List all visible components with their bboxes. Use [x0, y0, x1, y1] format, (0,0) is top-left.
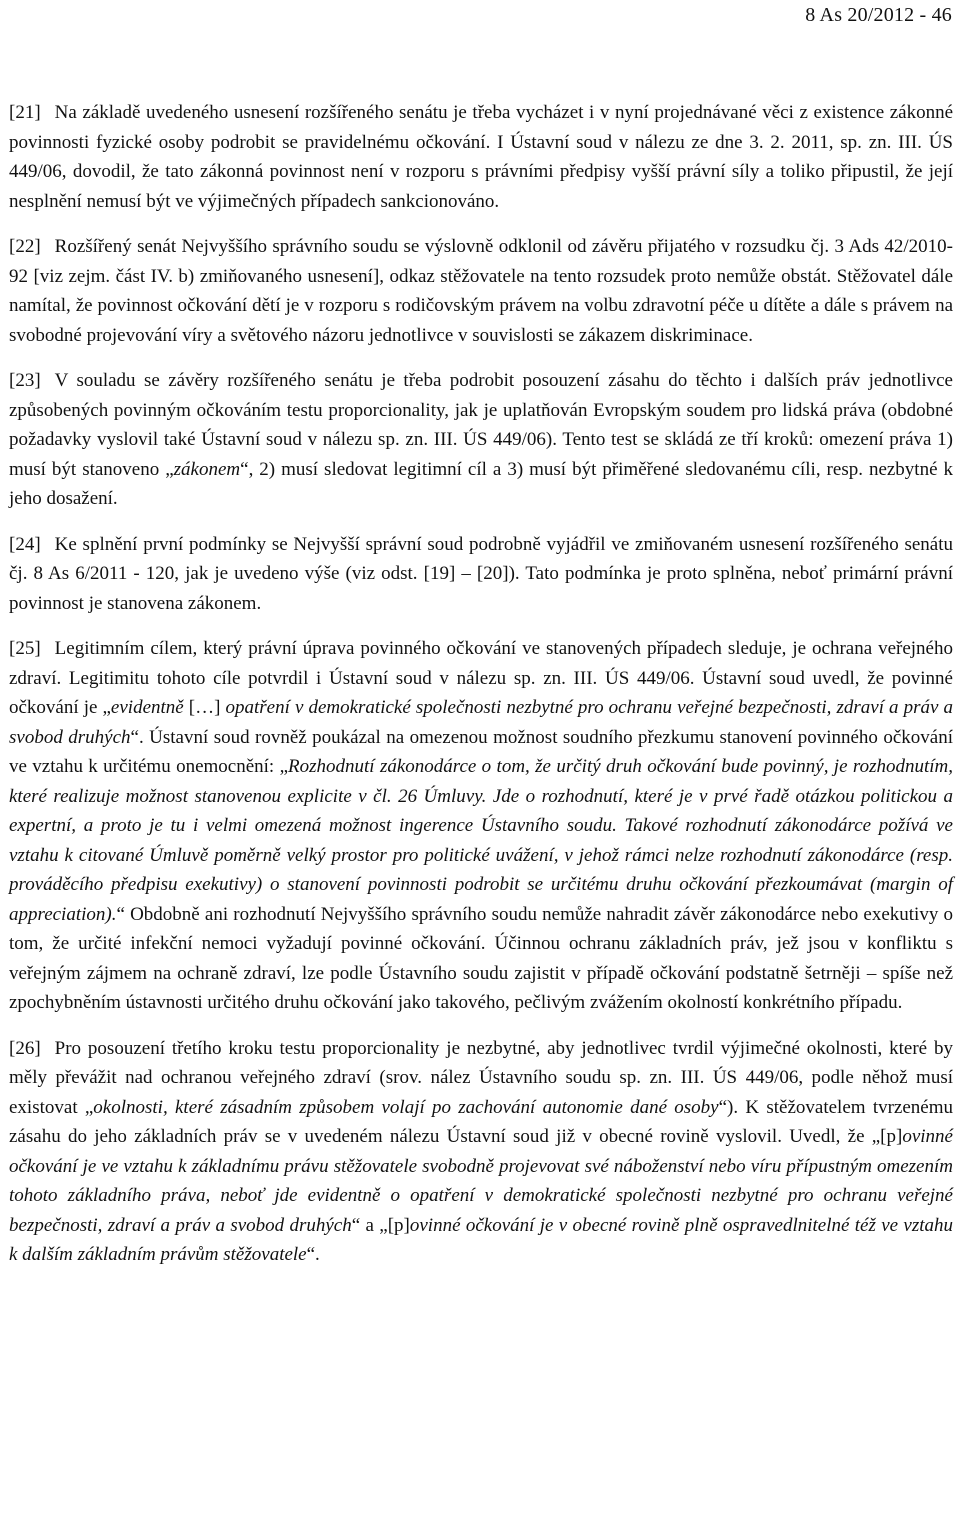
paragraph-text: Na základě uvedeného usnesení rozšířeného senátu je třeba vycházet i v nyní projednávané věci z existence zákonné povinnosti fyzické osoby podrobit se pravidelnému očkování. I Ústavní soud v nálezu ze dne 3. 2. 2011, sp. zn. III. ÚS 449/06, dovodil, že tato zákonná povinnost není v rozporu s právními předpisy vyšší právní síly a toliko připustil, že její nesplnění nemusí být ve výjimečných případech sankcionováno. — [9, 102, 953, 212]
italic-quote: zákonem — [173, 458, 241, 480]
paragraph-text: Ke splnění první podmínky se Nejvyšší správní soud podrobně vyjádřil ve zmiňovaném usnesení rozšířeného senátu čj. 8 As 6/2011 - 120, jak je uvedeno výše (viz odst. [19] – [20]). Tato podmínka je proto splněna, neboť primární právní povinnost je stanovena zákonem. — [9, 533, 953, 614]
paragraph-22 — [9, 232, 953, 350]
paragraph-text: Rozšířený senát Nejvyššího správního soudu se výslovně odklonil od závěru přijatého v rozsudku čj. 3 Ads 42/2010-92 [viz zejm. část IV. b) zmiňovaného usnesení], odkaz stěžovatele na tento rozsudek proto nemůže obstát. Stěžovatel dále namítal, že povinnost očkování dětí je v rozporu s rodičovským právem na volbu zdravotní péče u dítěte a dále s právem na svobodné projevování víry a světového názoru jednotlivce v souvislosti se zákazem diskriminace. — [9, 236, 953, 346]
italic-quote: evidentně — [110, 697, 184, 718]
case-reference: 8 As 20/2012 - 46 — [805, 4, 952, 26]
paragraph-text: V souladu se závěry rozšířeného senátu je třeba podrobit posouzení zásahu do těchto i dalších práv jednotlivce způsobených povinným očkováním testu proporcionality, jak je uplatňován Evropským soudem pro lidská práva (obdobné požadavky vyslovil také Ústavní soud v nálezu sp. zn. III. ÚS 449/06). Tento test se skládá ze tří kroků: omezení práva 1) musí být stanoveno „ — [9, 370, 953, 480]
paragraph-text: “. — [306, 1244, 320, 1265]
paragraph-number: [23] — [9, 370, 41, 391]
paragraph-text: “, 2) musí sledovat legitimní cíl a 3) musí být přiměřené sledovanému cíli, resp. nezbytné k jeho dosažení. — [9, 458, 953, 509]
paragraph-text: “). K stěžovatelem tvrzenému zásahu do jeho základních práv se v uvedeném nálezu Ústavní soud již v obecné rovině vyslovil. Uvedl, že „[p] — [9, 1096, 954, 1147]
italic-quote: ovinné očkování je ve vztahu k základnímu právu stěžovatele svobodně projevovat své náboženství nebo víru přípustným omezením tohoto základního práva, neboť jde evidentně o opatření v demokratické společnosti nezbytné pro ochranu veřejné bezpečnosti, zdraví a práv a svobod druhých — [9, 1126, 953, 1236]
italic-quote: ovinné očkování je v obecné rovině plně ospravedlnitelné též ve vztahu k dalším základním právům stěžovatele — [9, 1214, 953, 1265]
paragraph-text: Legitimním cílem, který právní úprava povinného očkování ve stanovených případech sleduje, je ochrana veřejného zdraví. Legitimitu tohoto cíle potvrdil i Ústavní soud v nálezu sp. zn. III. ÚS 449/06. Ústavní soud uvedl, že povinné očkování je „ — [9, 638, 953, 718]
italic-quote: okolnosti, které zásadním způsobem volají po zachování autonomie dané osoby — [93, 1096, 719, 1118]
paragraph-24 — [9, 530, 953, 619]
paragraph-21 — [9, 98, 953, 216]
paragraph-23 — [9, 366, 953, 514]
paragraph-26 — [9, 1034, 953, 1270]
italic-quote: opatření v demokratické společnosti nezbytné pro ochranu veřejné bezpečnosti, zdraví a práv a svobod druhých — [9, 697, 954, 748]
paragraph-text: “. Ústavní soud rovněž poukázal na omezenou možnost soudního přezkumu stanovení povinného očkování ve vztahu k určitému onemocnění: „ — [9, 726, 953, 777]
paragraph-text: Pro posouzení třetího kroku testu proporcionality je nezbytné, aby jednotlivec tvrdil výjimečné okolnosti, které by měly převážit nad ochranou veřejného zdraví (srov. nález Ústavního soudu sp. zn. III. ÚS 449/06, podle něhož musí existovat „ — [9, 1037, 953, 1118]
paragraph-text: “ a „[p] — [351, 1214, 410, 1236]
paragraph-number: [24] — [9, 533, 41, 555]
paragraph-25 — [9, 634, 953, 1018]
paragraph-number: [21] — [9, 102, 41, 123]
document-body — [9, 98, 953, 1270]
paragraph-number: [25] — [9, 638, 41, 659]
paragraph-text: “ Obdobně ani rozhodnutí Nejvyššího správního soudu nemůže nahradit závěr zákonodárce nebo exekutivy o tom, že určité infekční nemoci vyžadují povinné očkování. Účinnou ochranu základních práv, jež jsou v konfliktu s veřejným zájmem na ochraně zdraví, lze podle Ústavního soudu zajistit v případě očkování podstatně šetrněji – spíše než zpochybněním ústavnosti určitého druhu očkování jako takového, pečlivým zvážením okolností konkrétního případu. — [9, 903, 953, 1013]
italic-quote: Rozhodnutí zákonodárce o tom, že určitý druh očkování bude povinný, je rozhodnutím, které realizuje možnost stanovenou explicite v čl. 26 Úmluvy. Jde o rozhodnutí, které je v prvé řadě otázkou politickou a expertní, a proto je tu i velmi omezená možnost ingerence Ústavního soudu. Takové rozhodnutí zákonodárce požívá ve vztahu k citované Úmluvě poměrně velký prostor pro politické uvážení, v jehož rámci nelze rozhodnutí zákonodárce (resp. prováděcího předpisu exekutivy) o stanovení povinnosti podrobit se určitému druhu očkování přezkoumávat (margin of appreciation). — [9, 756, 953, 925]
paragraph-text: […] — [183, 697, 226, 718]
paragraph-number: [22] — [9, 236, 41, 257]
paragraph-number: [26] — [9, 1037, 41, 1059]
